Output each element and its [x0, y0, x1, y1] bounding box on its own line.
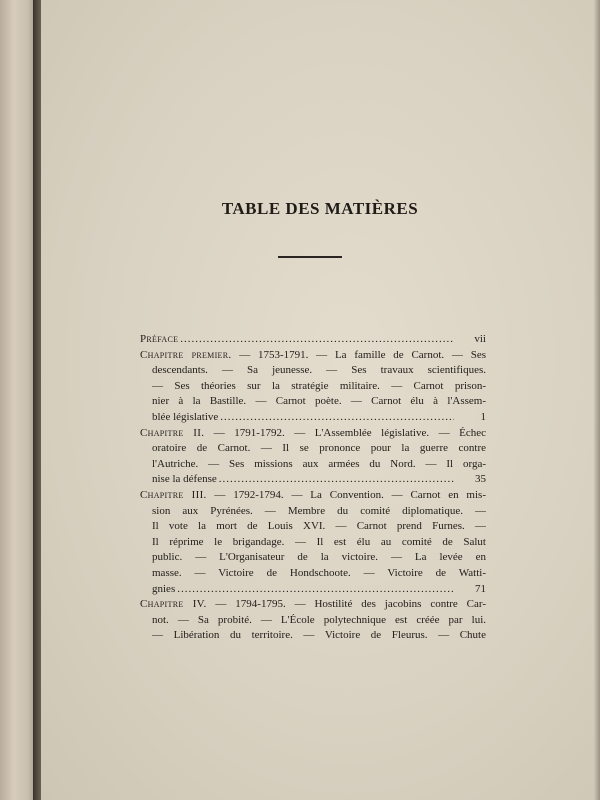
entry-line: descendants. — Sa jeunesse. — Ses travaux scientifiques. [152, 364, 486, 377]
table-of-contents [140, 332, 486, 644]
dot-leader [180, 332, 454, 348]
entry-line: public. — L'Organisateur de la victoire. — La levée en [152, 551, 486, 564]
entry-line [140, 410, 486, 426]
toc-entry-chapter-4 [140, 597, 486, 644]
entry-line [140, 582, 486, 598]
entry-heading: Préface [140, 333, 179, 345]
entry-line [140, 348, 486, 364]
entry-heading: Chapitre IV. [140, 598, 207, 611]
entry-heading: Chapitre II. [140, 426, 205, 439]
page-number: 35 [475, 473, 486, 486]
entry-line: nier à la Bastille. — Carnot poète. — Carnot élu à l'Assem- [152, 395, 486, 408]
entry-line: l'Autriche. — Ses missions aux armées du Nord. — Il orga- [152, 457, 486, 470]
page-number: 1 [480, 410, 486, 423]
page-title: TABLE DES MATIÈRES [221, 199, 419, 218]
entry-line: Il vote la mort de Louis XVI. — Carnot prend Furnes. — [152, 520, 486, 533]
entry-text: nise la défense [152, 473, 217, 486]
entry-text: — 1791-1792. — L'Assemblée législative. — Échec [204, 426, 486, 439]
page-number: 71 [475, 582, 486, 595]
entry-line: sion aux Pyrénées. — Membre du comité diplomatique. — [152, 504, 486, 517]
toc-entry-preface [140, 332, 486, 348]
entry-line: Il réprime le brigandage. — Il est élu au comité de Salut [152, 535, 486, 548]
page-number: vii [474, 333, 486, 345]
title-rule [278, 256, 342, 258]
toc-entry-chapter-2 [140, 426, 486, 488]
entry-line [140, 426, 486, 442]
toc-entry-chapter-3 [140, 488, 486, 597]
entry-line [140, 488, 486, 504]
book-gutter [33, 0, 41, 800]
entry-line: oratoire de Carnot. — Il se prononce pour la guerre contre [152, 442, 486, 455]
entry-heading: Chapitre III. [140, 488, 207, 501]
entry-line [140, 472, 486, 488]
entry-line: — Ses théories sur la stratégie militaire. — Carnot prison- [152, 379, 486, 392]
entry-text: — 1792-1794. — La Convention. — Carnot en mis- [206, 488, 486, 501]
entry-line: masse. — Victoire de Hondschoote. — Victoire de Watti- [152, 566, 486, 579]
dot-leader [220, 410, 454, 426]
entry-text: blée législative [152, 410, 219, 423]
toc-entry-chapter-1 [140, 348, 486, 426]
entry-line [140, 597, 486, 613]
entry-heading: Chapitre premier. [140, 348, 232, 361]
dot-leader [177, 582, 454, 598]
entry-text: — 1794-1795. — Hostilité des jacobins contre Car- [206, 598, 486, 611]
entry-text: — 1753-1791. — La famille de Carnot. — Ses [231, 348, 486, 361]
dot-leader [219, 472, 454, 488]
entry-line: — Libération du territoire. — Victoire de Fleurus. — Chute [152, 629, 486, 642]
entry-text: gnies [152, 582, 176, 595]
entry-line: not. — Sa probité. — L'École polytechnique est créée par lui. [152, 613, 486, 626]
page-edge-shadow [594, 0, 600, 800]
